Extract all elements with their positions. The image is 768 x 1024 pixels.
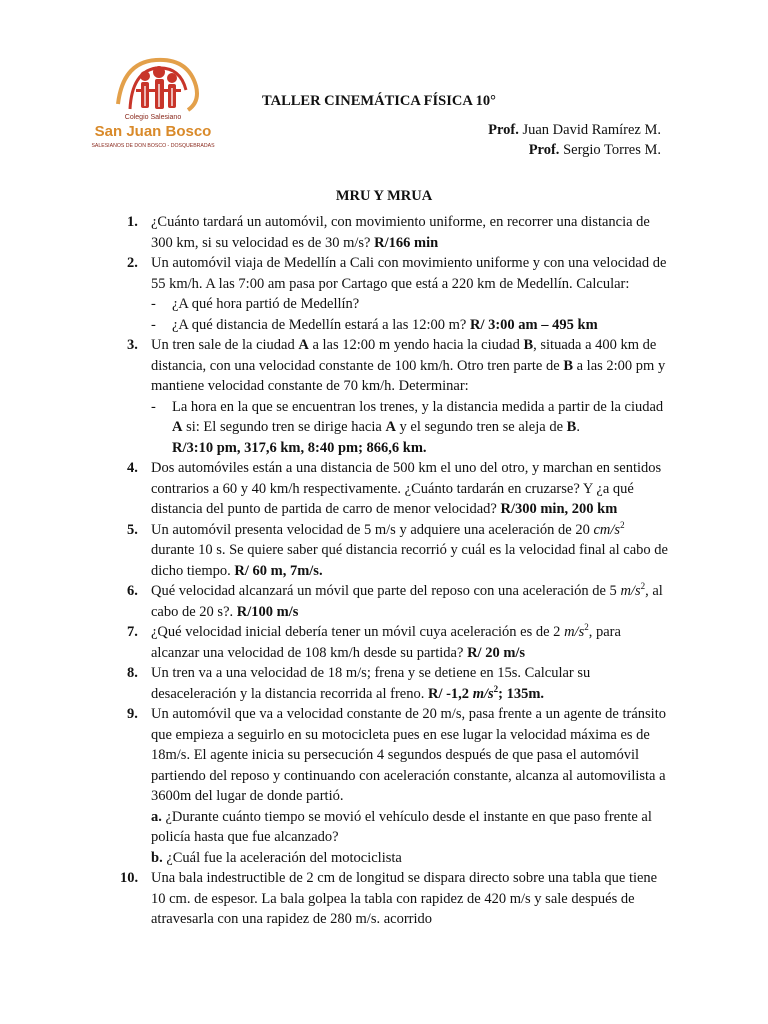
- sub-question-a: [151, 807, 668, 848]
- city-label: B: [523, 337, 534, 353]
- sub-question-text: ¿Cuál fue la aceleración del motociclista: [166, 849, 402, 866]
- problem-text: Un automóvil que va a velocidad constante de 20 m/s, pasa frente a un agente de tránsito que empieza a seguirlo en su motocicleta pues en ese lugar la velocidad máxima es de 18m/s. El agente inicia su persecución 4 segundos después de que pasa el automóvil partiendo del reposo y continuando con aceleración constante, alcanza al automovilista a 3600m del lugar de donde partió.: [151, 706, 666, 804]
- problem-9: [120, 704, 668, 868]
- problem-text: [151, 624, 621, 661]
- bullet: -: [151, 296, 156, 312]
- bullet: -: [151, 316, 156, 333]
- unit: cm/s: [593, 521, 621, 538]
- problem-number: 9.: [127, 706, 138, 722]
- city-label: B: [566, 419, 577, 435]
- sub-question-label: a.: [151, 808, 162, 825]
- problem-7: [120, 622, 668, 663]
- professor-1: [488, 122, 661, 139]
- problem-text: ¿Cuánto tardará un automóvil, con movimiento uniforme, en recorrer una distancia de 300 km, si su velocidad es de 30 m/s?: [151, 214, 650, 251]
- problem-number: 4.: [127, 460, 138, 476]
- city-label: B: [563, 357, 573, 374]
- problem-list: [120, 212, 668, 930]
- problem-number: 2.: [127, 255, 138, 271]
- problem-answer: R/166 min: [374, 234, 439, 251]
- logo-top-text: Colegio Salesiano: [124, 114, 182, 121]
- text-part: R/ -1,2: [427, 685, 473, 702]
- problem-text: Dos automóviles están a una distancia de 500 km el uno del otro, y marchan en sentidos contrarios a 60 y 40 km/h respectivamente. ¿Cuánto tardarán en cruzarse? Y ¿a qué distancia del punto de partida de carro de menor velocidad?: [151, 460, 662, 517]
- problem-number: 5.: [127, 521, 138, 538]
- exponent: 2: [493, 683, 499, 694]
- problem-1: [120, 212, 668, 253]
- problem-number: 10.: [120, 870, 139, 886]
- problem-number: 1.: [127, 214, 138, 230]
- problem-answer: R/3:10 pm, 317,6 km, 8:40 pm; 866,6 km.: [172, 439, 427, 456]
- exponent: 2: [640, 581, 646, 592]
- unit: m/s: [564, 624, 585, 640]
- problem-6: [120, 581, 668, 622]
- text-part: a las 12:00 m yendo hacia la ciudad: [308, 337, 524, 353]
- text-part: durante 10 s. Se quiere saber qué distancia recorrió y cuál es la velocidad final al cabo de dicho tiempo.: [151, 542, 668, 579]
- unit: m/s: [620, 583, 641, 599]
- text-part: .: [576, 419, 580, 435]
- problem-10: [120, 868, 668, 930]
- text-part: si: El segundo tren se dirige hacia: [182, 419, 386, 435]
- exponent: 2: [620, 519, 625, 530]
- sub-question-label: b.: [151, 849, 163, 866]
- text-part: a las 2:00 pm y mantiene velocidad constante de 70 km/h. Determinar:: [151, 357, 666, 394]
- text-part: y el segundo tren se aleja de: [395, 419, 567, 435]
- sub-question-text: ¿Durante cuánto tiempo se movió el vehículo desde el instante en que paso frente al policía hasta que fue alcanzado?: [151, 808, 652, 845]
- city-label: A: [172, 419, 183, 435]
- problem-text: [151, 337, 665, 394]
- text-part: , para alcanzar una velocidad de 108 km/h desde su partida?: [151, 624, 621, 661]
- text-part: ¿Qué velocidad inicial debería tener un móvil cuya aceleración es de 2: [151, 624, 565, 640]
- problem-8: [120, 663, 668, 704]
- text-part: La hora en la que se encuentran los trenes, y la distancia medida a partir de la ciudad: [172, 398, 664, 415]
- sub-item: [151, 397, 668, 459]
- problem-text: Un automóvil viaja de Medellín a Cali con movimiento uniforme y con una velocidad de 55 km/h. A las 7:00 am pasa por Cartago que está a 220 km de Medellín. Calcular:: [151, 255, 667, 292]
- sub-item-text: [172, 399, 663, 436]
- text-part: ; 135m.: [498, 685, 545, 702]
- text-part: Un tren sale de la ciudad: [151, 337, 299, 353]
- bullet: -: [151, 398, 156, 415]
- problem-3: [120, 335, 668, 458]
- problem-text: [151, 519, 668, 579]
- professor-name: Juan David Ramírez M.: [522, 122, 661, 138]
- city-label: A: [298, 337, 309, 353]
- unit: m/s: [472, 685, 494, 702]
- text-part: Qué velocidad alcanzará un móvil que parte del reposo con una aceleración de 5: [151, 583, 621, 599]
- sub-item: [151, 294, 668, 315]
- problem-number: 3.: [127, 337, 138, 353]
- logo-school-name: San Juan Bosco: [94, 123, 212, 140]
- school-crest-icon: [88, 54, 218, 116]
- school-logo: [88, 54, 218, 156]
- problem-number: 6.: [127, 583, 138, 599]
- text-part: , al cabo de 20 s?.: [151, 583, 663, 620]
- problem-answer: R/ 20 m/s: [467, 644, 526, 661]
- professor-prefix: Prof.: [488, 122, 519, 138]
- problem-2: [120, 253, 668, 335]
- problem-4: [120, 458, 668, 520]
- sub-item-text: ¿A qué distancia de Medellín estará a las 12:00 m?: [172, 316, 467, 333]
- problem-answer: R/100 m/s: [236, 603, 299, 620]
- section-title: MRU Y MRUA: [335, 188, 433, 204]
- problem-5: [120, 520, 668, 582]
- problem-answer: R/ 60 m, 7m/s.: [234, 562, 323, 579]
- problem-answer: R/300 min, 200 km: [500, 501, 618, 517]
- logo-subtitle: SALESIANOS DE DON BOSCO - DOSQUEBRADAS: [91, 143, 215, 149]
- problem-text: Un tren va a una velocidad de 18 m/s; frena y se detiene en 15s. Calcular su desaceleración y la distancia recorrida al freno.: [151, 665, 591, 702]
- problem-number: 7.: [127, 624, 138, 640]
- sub-item-text: ¿A qué hora partió de Medellín?: [172, 296, 360, 312]
- problem-number: 8.: [127, 665, 138, 681]
- professor-prefix: Prof.: [528, 142, 560, 158]
- problem-text: [151, 583, 663, 620]
- problem-text: Una bala indestructible de 2 cm de longitud se dispara directo sobre una tabla que tiene 10 cm. de espesor. La bala golpea la tabla con rapidez de 420 m/s y sale después de atravesarla con una rapidez de 280 m/s. acorrido: [151, 870, 658, 927]
- sub-question-b: [151, 848, 668, 869]
- problem-answer: R/ 3:00 am – 495 km: [469, 316, 598, 333]
- document-title: TALLER CINEMÁTICA FÍSICA 10°: [262, 93, 496, 109]
- sub-item: [151, 315, 668, 336]
- professor-2: [529, 142, 661, 159]
- problem-answer: [427, 683, 545, 702]
- professor-name: Sergio Torres M.: [563, 142, 661, 158]
- text-part: Un automóvil presenta velocidad de 5 m/s y adquiere una aceleración de 20: [151, 521, 594, 538]
- city-label: A: [385, 419, 396, 435]
- exponent: 2: [584, 622, 589, 633]
- text-part: , situada a 400 km de distancia, con una velocidad constante de 100 km/h. Otro tren parte de: [151, 337, 657, 374]
